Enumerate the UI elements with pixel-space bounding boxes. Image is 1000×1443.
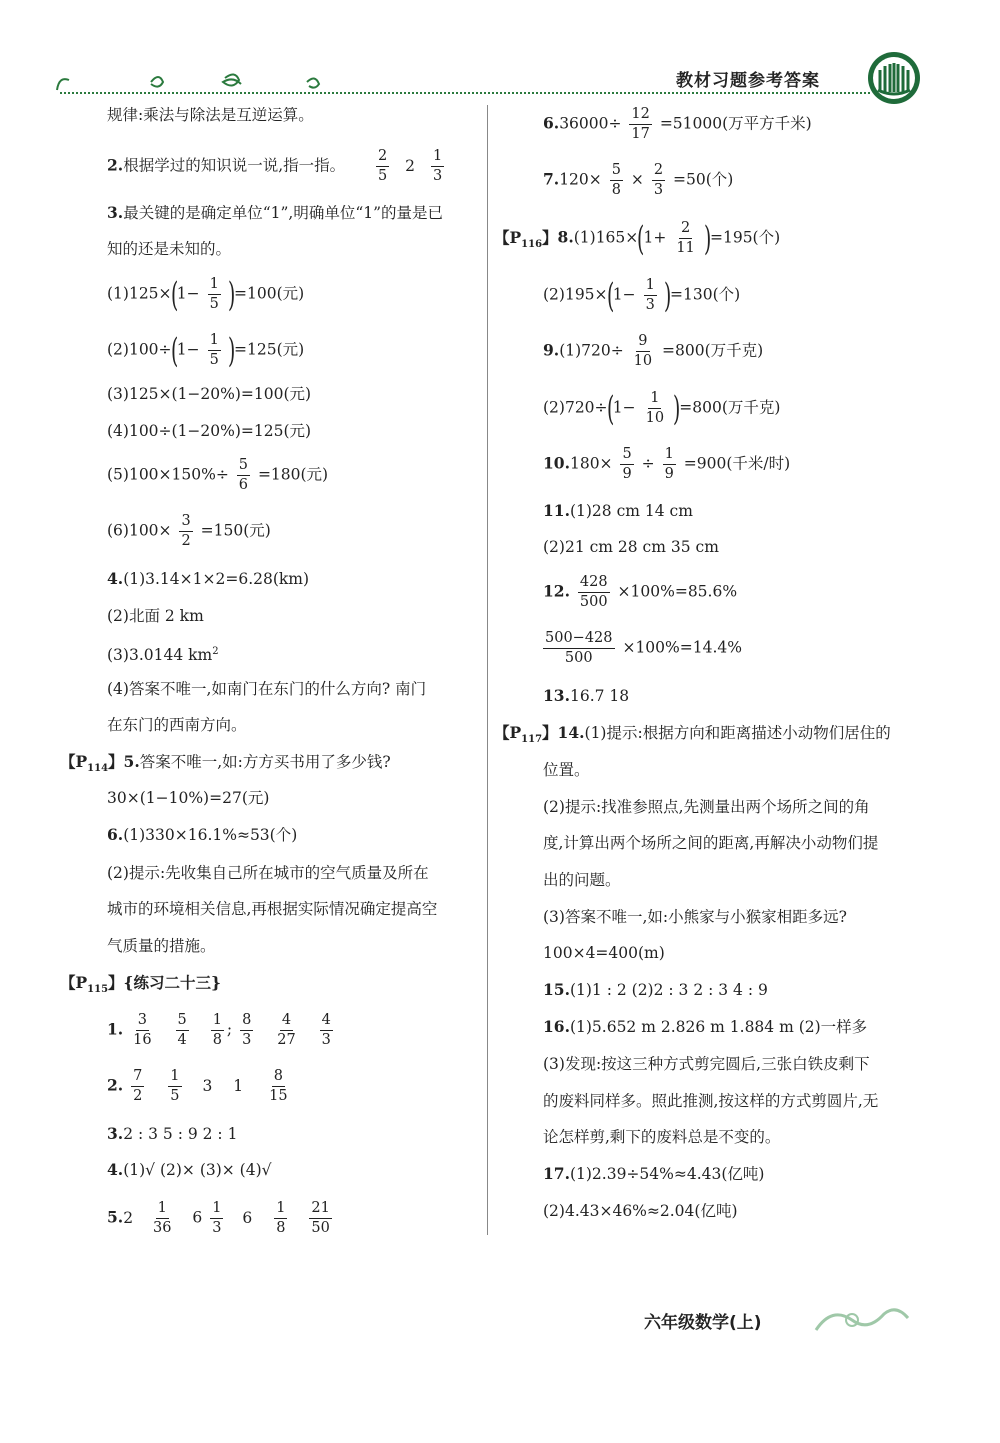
right-q14-part1: 【$P_{117}$】14.(1)提示:根据方向和距离描述小动物们居住的 — [494, 723, 891, 746]
left-q6-part2-line2: 城市的环境相关信息,再根据实际情况确定提高空 — [107, 900, 438, 918]
right-q14-part3-answer: 100×4=400(m) — [543, 944, 665, 962]
right-q16-part1: 16.(1)5.652 m 2.826 m 1.884 m (2)一样多 — [543, 1017, 868, 1036]
right-q16-part3-line1: (3)发现:按这三种方式剪完圆后,三张白铁皮剩下 — [543, 1055, 870, 1073]
left-q4-part1: 4.(1)3.14×1×2=6.28(km) — [107, 569, 310, 588]
right-q14-part2-line2: 度,计算出两个场所之间的距离,再解决小动物们提 — [543, 834, 879, 852]
right-q11-part1: 11.(1)28 cm 14 cm — [543, 501, 693, 520]
right-q8-part2: (2)195×(1− $\frac{1}{3}$ )=130(个) — [543, 275, 741, 316]
right-q12-part1: 12. $\frac{428}{500}$ ×100%=85.6% — [543, 574, 738, 610]
book-logo-icon — [866, 50, 922, 106]
left-ex2: 2. $\frac{7}{2}$ $\frac{1}{5}$ 3 1 $\frac{8}{15}$ — [107, 1068, 288, 1104]
left-section-heading: 【$P_{115}$】{练习二十三} — [60, 973, 221, 996]
right-q17-part2: (2)4.43×46%≈2.04(亿吨) — [543, 1202, 738, 1220]
right-q14-part3: (3)答案不唯一,如:小熊家与小猴家相距多远? — [543, 908, 847, 926]
right-q14-part2-line1: (2)提示:找准参照点,先测量出两个场所之间的角 — [543, 798, 870, 816]
right-q16-part3-line3: 论怎样剪,剩下的废料总是不变的。 — [543, 1128, 781, 1146]
fraction: $\frac{2}{5}$ — [378, 148, 388, 184]
right-q9-part1: 9.(1)720÷ $\frac{9}{10}$ =800(万千克) — [543, 333, 764, 369]
left-q3-part5: (5)100×150%÷ $\frac{5}{6}$ =180(元) — [107, 457, 329, 493]
header-dotted-rule — [60, 92, 870, 94]
left-q6-part1: 6.(1)330×16.1%≈53(个) — [107, 825, 298, 844]
header-title: 教材习题参考答案 — [676, 71, 820, 91]
footer-title: 六年级数学(上) — [644, 1313, 762, 1333]
left-q4-part2: (2)北面 2 km — [107, 607, 204, 625]
right-q16-part3-line2: 的废料同样多。照此推测,按这样的方式剪圆片,无 — [543, 1092, 879, 1110]
right-q15: 15.(1)1 : 2 (2)2 : 3 2 : 3 4 : 9 — [543, 980, 768, 999]
right-q14-part2-line3: 出的问题。 — [543, 871, 621, 889]
left-q5-answer: 30×(1−10%)=27(元) — [107, 789, 270, 807]
left-q3-part6: (6)100× $\frac{3}{2}$ =150(元) — [107, 513, 271, 549]
left-q3-part1: (1)125×(1− $\frac{1}{5}$ )=100(元) — [107, 274, 305, 315]
left-ex1: 1. $\frac{3}{16}$ $\frac{5}{4}$ $\frac{1}{8}$ ; $\frac{8}{3}$ $\frac{4}{27}$ $\frac{4}{3}$ — [107, 1012, 331, 1048]
left-q6-part2-line3: 气质量的措施。 — [107, 937, 216, 955]
left-q3-line1: 3.最关键的是确定单位“1”,明确单位“1”的量是已 — [107, 203, 444, 222]
left-q4-part4-line2: 在东门的西南方向。 — [107, 716, 247, 734]
left-line-rule: 规律:乘法与除法是互逆运算。 — [107, 106, 314, 124]
right-q12-part2: $\frac{500-428}{500}$ ×100%=14.4% — [545, 630, 742, 666]
left-q4-part3: (3)3.0144 $km^2$ — [107, 646, 219, 665]
right-q8-part1: 【$P_{116}$】8.(1)165×(1+ $\frac{2}{11}$ )=195(个) — [494, 218, 781, 259]
column-divider — [487, 105, 488, 1235]
right-q9-part2: (2)720÷(1− $\frac{1}{10}$ )=800(万千克) — [543, 388, 781, 429]
left-q3-part2: (2)100÷(1− $\frac{1}{5}$ )=125(元) — [107, 330, 305, 371]
right-q13: 13.16.7 18 — [543, 686, 630, 705]
left-ex4: 4.(1)√ (2)× (3)× (4)√ — [107, 1160, 272, 1179]
right-q14-part1-line2: 位置。 — [543, 761, 590, 779]
right-q17-part1: 17.(1)2.39÷54%≈4.43(亿吨) — [543, 1164, 765, 1183]
fraction: $\frac{1}{3}$ — [432, 148, 443, 184]
right-q6: 6.36000÷ $\frac{12}{17}$ =51000(万平方千米) — [543, 106, 812, 142]
left-ex5: 5.2 $\frac{1}{36}$ 6 $\frac{1}{3}$ 6 $\frac{1}{8}$ $\frac{21}{50}$ — [107, 1200, 330, 1236]
right-q10: 10.180× $\frac{5}{9}$ ÷ $\frac{1}{9}$ =900(千米/时) — [543, 446, 791, 482]
right-q7: 7.120× $\frac{5}{8}$ × $\frac{2}{3}$ =50(个) — [543, 162, 734, 198]
left-q5: 【$P_{114}$】5.答案不唯一,如:方方买书用了多少钱? — [60, 752, 391, 775]
left-q6-part2-line1: (2)提示:先收集自己所在城市的空气质量及所在 — [107, 864, 429, 882]
left-q2: 2.根据学过的知识说一说,指一指。 $\frac{2}{5}$ 2 $\frac{1}{3}$ — [107, 148, 443, 184]
left-ex3: 3.2 : 3 5 : 9 2 : 1 — [107, 1124, 238, 1143]
left-q3-part4: (4)100÷(1−20%)=125(元) — [107, 422, 312, 440]
footer-ornament-icon — [812, 1300, 912, 1340]
left-q3-part3: (3)125×(1−20%)=100(元) — [107, 385, 312, 403]
left-q4-part4-line1: (4)答案不唯一,如南门在东门的什么方向? 南门 — [107, 680, 427, 698]
left-q3-line2: 知的还是未知的。 — [107, 240, 232, 258]
right-q11-part2: (2)21 cm 28 cm 35 cm — [543, 538, 719, 556]
